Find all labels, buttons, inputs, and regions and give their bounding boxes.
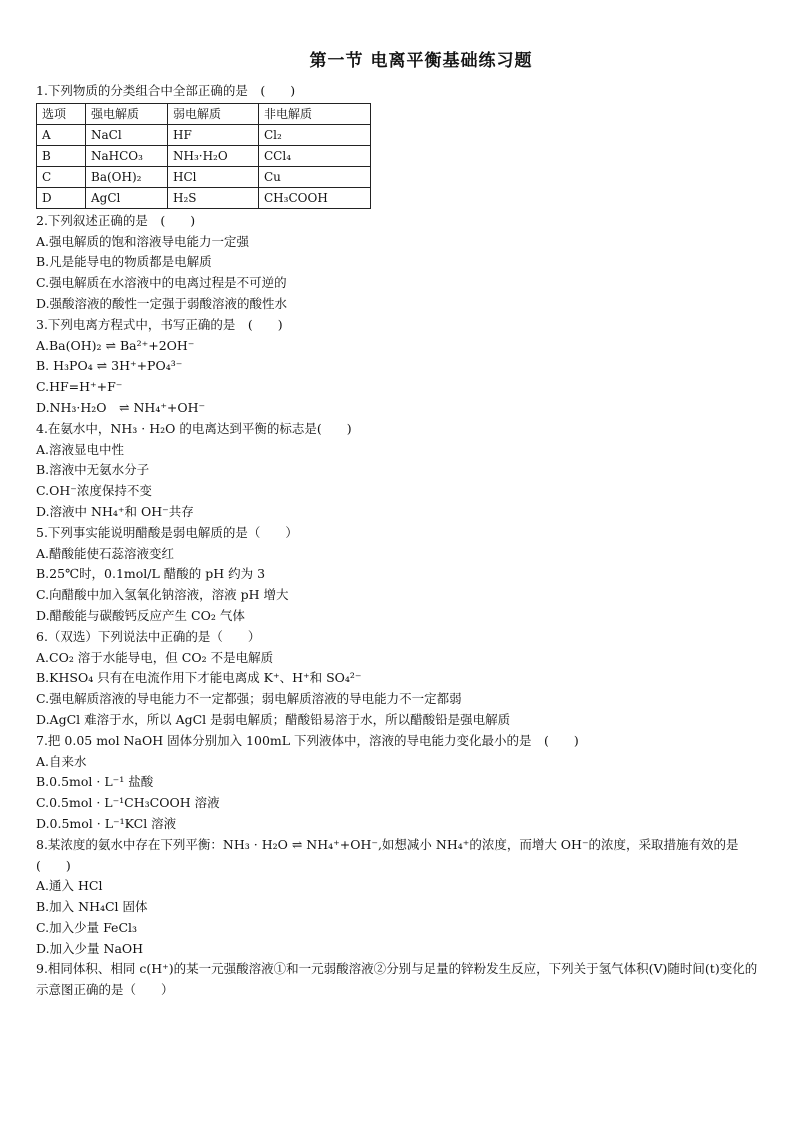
text-line: D.溶液中 NH₄⁺和 OH⁻共存 <box>36 503 194 519</box>
table-header-row <box>37 103 371 124</box>
classification-table <box>36 103 371 209</box>
text-line: D.AgCl 难溶于水，所以 AgCl 是弱电解质；醋酸铅易溶于水，所以醋酸铅是强电解质 <box>36 711 511 727</box>
table-cell: Cu <box>259 166 371 187</box>
text-line: D.强酸溶液的酸性一定强于弱酸溶液的酸性水 <box>36 295 288 311</box>
question-9-stem: 9.相同体积、相同 c(H⁺)的某一元强酸溶液①和一元弱酸溶液②分别与足量的锌粉发生反应，下列关于氢气体积(V)随时间(t)变化的示意图正确的是（ ） <box>36 961 758 998</box>
text-line: C.强电解质溶液的导电能力不一定都强；弱电解质溶液的导电能力不一定都弱 <box>36 691 462 707</box>
table-cell: B <box>37 145 86 166</box>
table-cell: H₂S <box>168 187 259 208</box>
table-cell: NaCl <box>86 124 168 145</box>
table-cell: CH₃COOH <box>259 187 371 208</box>
text-line: C.加入少量 FeCl₃ <box>36 919 138 935</box>
question-8-options <box>36 876 766 959</box>
worksheet-page <box>36 46 766 1001</box>
text-line: 5.下列事实能说明醋酸是弱电解质的是（ ） <box>36 524 298 540</box>
header-cell: 非电解质 <box>259 103 371 124</box>
text-line: A.Ba(OH)₂ ⇌ Ba²⁺+2OH⁻ <box>36 337 195 353</box>
text-line: B.溶液中无氨水分子 <box>36 462 150 478</box>
page-title: 第一节 电离平衡基础练习题 <box>309 51 533 71</box>
text-line: A.溶液显电中性 <box>36 441 125 457</box>
text-line: A.醋酸能使石蕊溶液变红 <box>36 545 175 561</box>
text-line: 7.把 0.05 mol NaOH 固体分别加入 100mL 下列液体中，溶液的导电能力变化最小的是 ( ) <box>36 732 579 748</box>
text-line: D.0.5mol · L⁻¹KCl 溶液 <box>36 815 177 831</box>
text-line: D.NH₃·H₂O ⇌ NH₄⁺+OH⁻ <box>36 399 206 415</box>
header-cell: 选项 <box>37 103 86 124</box>
text-line: B.KHSO₄ 只有在电流作用下才能电离成 K⁺、H⁺和 SO₄²⁻ <box>36 670 362 686</box>
table-cell: A <box>37 124 86 145</box>
text-line: D.醋酸能与碳酸钙反应产生 CO₂ 气体 <box>36 607 245 623</box>
text-line: B.25℃时，0.1mol/L 醋酸的 pH 约为 3 <box>36 566 266 582</box>
table-cell: Cl₂ <box>259 124 371 145</box>
text-line: C.0.5mol · L⁻¹CH₃COOH 溶液 <box>36 795 220 811</box>
text-line: 4.在氨水中，NH₃ · H₂O 的电离达到平衡的标志是( ) <box>36 420 352 436</box>
table-cell: AgCl <box>86 187 168 208</box>
table-cell: C <box>37 166 86 187</box>
text-line: C.HF=H⁺+F⁻ <box>36 379 123 395</box>
text-line: 6.（双选）下列说法中正确的是（ ） <box>36 628 261 644</box>
text-line: D.加入少量 NaOH <box>36 940 144 956</box>
text-line: A.强电解质的饱和溶液导电能力一定强 <box>36 233 250 249</box>
text-line: B.加入 NH₄Cl 固体 <box>36 899 148 915</box>
table-cell: NaHCO₃ <box>86 145 168 166</box>
table-cell: Ba(OH)₂ <box>86 166 168 187</box>
table-cell: NH₃·H₂O <box>168 145 259 166</box>
text-line: A.CO₂ 溶于水能导电，但 CO₂ 不是电解质 <box>36 649 274 665</box>
questions-2-to-7 <box>36 211 766 835</box>
table-row <box>37 187 371 208</box>
table-row <box>37 145 371 166</box>
text-line: 2.下列叙述正确的是 ( ) <box>36 212 196 228</box>
question-8-stem: 8.某浓度的氨水中存在下列平衡：NH₃ · H₂O ⇌ NH₄⁺+OH⁻,如想减小 NH₄⁺的浓度，而增大 OH⁻的浓度，采取措施有效的是( ) <box>36 836 739 873</box>
text-line: 3.下列电离方程式中，书写正确的是 ( ) <box>36 316 283 332</box>
text-line: C.强电解质在水溶液中的电离过程是不可逆的 <box>36 275 287 291</box>
text-line: B.凡是能导电的物质都是电解质 <box>36 254 212 270</box>
text-line: C.OH⁻浓度保持不变 <box>36 483 152 499</box>
text-line: A.通入 HCl <box>36 878 103 894</box>
text-line: A.自来水 <box>36 753 87 769</box>
question-1-stem: 1.下列物质的分类组合中全部正确的是 ( ) <box>36 83 296 98</box>
table-cell: D <box>37 187 86 208</box>
header-cell: 弱电解质 <box>168 103 259 124</box>
table-cell: CCl₄ <box>259 145 371 166</box>
table-cell: HF <box>168 124 259 145</box>
text-line: C.向醋酸中加入氢氧化钠溶液，溶液 pH 增大 <box>36 587 289 603</box>
header-cell: 强电解质 <box>86 103 168 124</box>
table-cell: HCl <box>168 166 259 187</box>
text-line: B.0.5mol · L⁻¹ 盐酸 <box>36 774 154 790</box>
text-line: B. H₃PO₄ ⇌ 3H⁺+PO₄³⁻ <box>36 358 183 374</box>
table-row <box>37 166 371 187</box>
table-row <box>37 124 371 145</box>
